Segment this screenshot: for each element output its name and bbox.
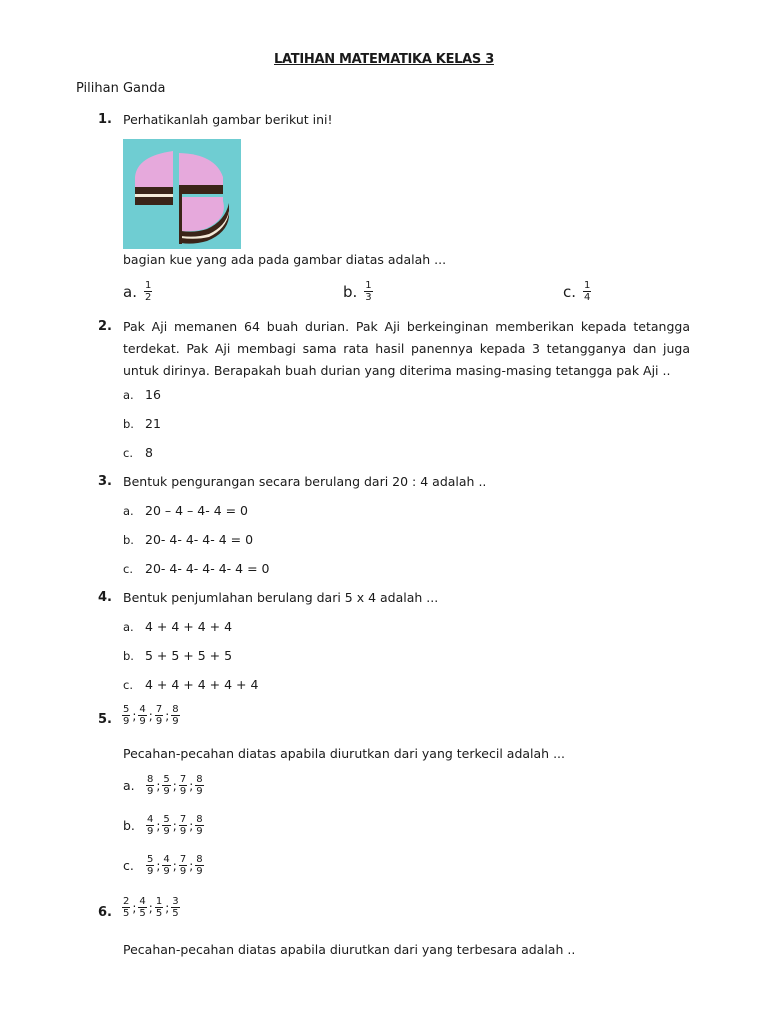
q5-text: Pecahan-pecahan diatas apabila diurutkan dari yang terkecil adalah ... — [123, 746, 565, 761]
fraction: $\frac{7}{9}$ — [179, 854, 187, 877]
option-label: c. — [123, 858, 134, 873]
fraction: $\frac{5}{9}$ — [123, 704, 130, 727]
fraction: $\frac{4}{5}$ — [139, 896, 146, 919]
q2-text: Pak Aji memanen 64 buah durian. Pak Aji berkeinginan memberikan kepada tetangga terdekat. Pak Aji membagi sama rata hasil panennya kepada 3 tetangganya dan juga untuk dirinya. Berapakah buah durian yang diterima masing-masing tetangga pak Aji .. — [123, 319, 690, 378]
q3-option-b[interactable]: b. 20- 4- 4- 4- 4 = 0 — [123, 532, 254, 547]
q4-number: 4. — [98, 590, 112, 605]
q5-option-c[interactable]: c. $\frac{5}{9}$ ; $\frac{4}{9}$ ; $\frac{7}{9}$ ; $\frac{8}{9}$ — [123, 854, 203, 877]
fraction: $\frac{5}{9}$ — [147, 854, 154, 877]
fraction: $\frac{7}{9}$ — [155, 704, 163, 727]
q1-text: Perhatikanlah gambar berikut ini! — [123, 112, 333, 127]
option-label: a. — [123, 282, 137, 301]
fraction: $\frac{2}{5}$ — [123, 896, 130, 919]
q1-option-a[interactable] — [123, 280, 153, 303]
q1-number: 1. — [98, 112, 112, 127]
q5-fraction-list: $\frac{5}{9}$ ; $\frac{4}{9}$ ; $\frac{7}{9}$ ; $\frac{8}{9}$ — [123, 704, 179, 727]
fraction: $\frac{1}{4}$ — [584, 280, 591, 303]
fraction: $\frac{8}{9}$ — [196, 814, 203, 837]
fraction: $\frac{1}{5}$ — [155, 896, 163, 919]
q3-text: Bentuk pengurangan secara berulang dari 20 : 4 adalah .. — [123, 474, 487, 489]
fraction: $\frac{1}{2}$ — [144, 280, 152, 303]
q2-number: 2. — [98, 319, 112, 334]
q1-option-c[interactable] — [563, 280, 592, 303]
q6-text: Pecahan-pecahan diatas apabila diurutkan dari yang terbesara adalah .. — [123, 942, 576, 957]
option-label: c. — [563, 282, 577, 301]
fraction: $\frac{5}{9}$ — [163, 814, 170, 837]
fraction: $\frac{1}{3}$ — [365, 280, 372, 303]
q6-number: 6. — [98, 905, 112, 920]
q4-option-a[interactable]: a. 4 + 4 + 4 + 4 — [123, 619, 233, 634]
q3-number: 3. — [98, 474, 112, 489]
fraction: $\frac{8}{9}$ — [172, 704, 179, 727]
q4-text: Bentuk penjumlahan berulang dari 5 x 4 adalah ... — [123, 590, 439, 605]
fraction: $\frac{8}{9}$ — [196, 774, 203, 797]
fraction: $\frac{3}{5}$ — [172, 896, 179, 919]
q2-option-b[interactable]: b. 21 — [123, 416, 161, 431]
q4-option-b[interactable]: b. 5 + 5 + 5 + 5 — [123, 648, 233, 663]
fraction: $\frac{4}{9}$ — [139, 704, 146, 727]
fraction: $\frac{7}{9}$ — [179, 814, 187, 837]
fraction: $\frac{8}{9}$ — [147, 774, 154, 797]
q5-option-a[interactable]: a. $\frac{8}{9}$ ; $\frac{5}{9}$ ; $\frac{7}{9}$ ; $\frac{8}{9}$ — [123, 774, 203, 797]
q3-option-a[interactable]: a. 20 – 4 – 4- 4 = 0 — [123, 503, 249, 518]
section-heading: Pilihan Ganda — [76, 81, 166, 96]
option-label: b. — [343, 282, 358, 301]
q4-option-c[interactable]: c. 4 + 4 + 4 + 4 + 4 — [123, 677, 259, 692]
q5-number: 5. — [98, 712, 112, 727]
q6-fraction-list: $\frac{2}{5}$ ; $\frac{4}{5}$ ; $\frac{1}{5}$ ; $\frac{3}{5}$ — [123, 896, 179, 919]
option-label: b. — [123, 818, 135, 833]
page-title: LATIHAN MATEMATIKA KELAS 3 — [274, 52, 494, 67]
fraction: $\frac{4}{9}$ — [163, 854, 170, 877]
option-label: a. — [123, 778, 135, 793]
q3-option-c[interactable]: c. 20- 4- 4- 4- 4- 4 = 0 — [123, 561, 270, 576]
q1-option-b[interactable] — [343, 280, 374, 303]
fraction: $\frac{4}{9}$ — [147, 814, 154, 837]
q5-option-b[interactable]: b. $\frac{4}{9}$ ; $\frac{5}{9}$ ; $\frac{7}{9}$ ; $\frac{8}{9}$ — [123, 814, 203, 837]
q2-option-a[interactable]: a. 16 — [123, 387, 161, 402]
q1-question: bagian kue yang ada pada gambar diatas adalah ... — [123, 252, 447, 267]
fraction: $\frac{8}{9}$ — [196, 854, 203, 877]
cake-image — [123, 139, 241, 249]
fraction: $\frac{5}{9}$ — [163, 774, 170, 797]
q2-option-c[interactable]: c. 8 — [123, 445, 153, 460]
fraction: $\frac{7}{9}$ — [179, 774, 187, 797]
